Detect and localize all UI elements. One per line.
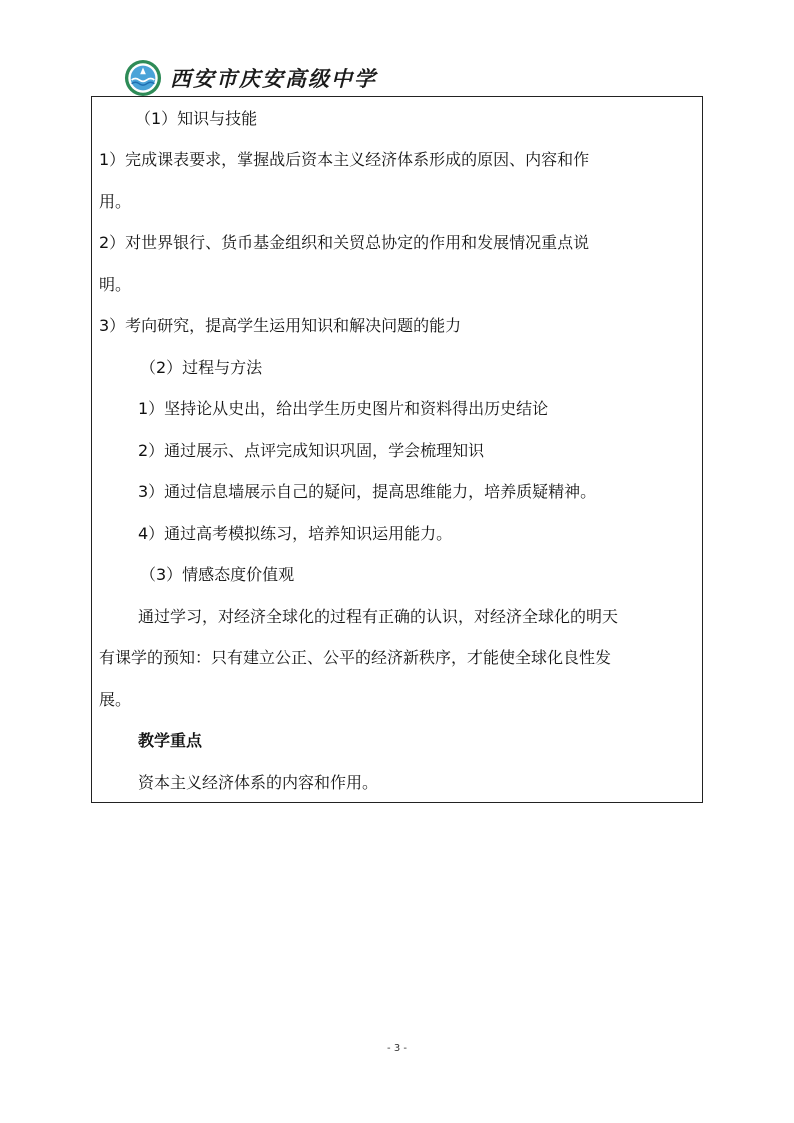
- school-emblem-icon: [124, 59, 162, 97]
- page-number: - 3 -: [387, 1043, 407, 1054]
- teaching-focus-heading: 教学重点: [138, 731, 203, 750]
- text-line: 明。: [99, 275, 132, 294]
- school-name: 西安市庆安高级中学: [170, 66, 377, 91]
- text-line: 1）完成课表要求，掌握战后资本主义经济体系形成的原因、内容和作: [99, 150, 590, 169]
- text-line: 4）通过高考模拟练习，培养知识运用能力。: [138, 524, 453, 543]
- document-header: [124, 58, 377, 98]
- text-line: 2）通过展示、点评完成知识巩固，学会梳理知识: [138, 441, 485, 460]
- text-line: 用。: [99, 192, 132, 211]
- text-line: 3）通过信息墙展示自己的疑问，提高思维能力，培养质疑精神。: [138, 482, 597, 501]
- text-line: 通过学习，对经济全球化的过程有正确的认识，对经济全球化的明天: [138, 607, 619, 626]
- text-line: 3）考向研究，提高学生运用知识和解决问题的能力: [99, 316, 462, 335]
- section-knowledge-skills-heading: （1）知识与技能: [135, 109, 258, 128]
- text-line: 资本主义经济体系的内容和作用。: [138, 773, 379, 792]
- text-line: 展。: [99, 690, 132, 709]
- content-box: [91, 96, 703, 803]
- text-line: 1）坚持论从史出，给出学生历史图片和资料得出历史结论: [138, 399, 549, 418]
- section-emotion-values-heading: （3）情感态度价值观: [140, 565, 295, 584]
- text-line: 2）对世界银行、货币基金组织和关贸总协定的作用和发展情况重点说: [99, 233, 590, 252]
- text-line: 有课学的预知：只有建立公正、公平的经济新秩序，才能使全球化良性发: [99, 648, 612, 667]
- section-process-methods-heading: （2）过程与方法: [140, 358, 263, 377]
